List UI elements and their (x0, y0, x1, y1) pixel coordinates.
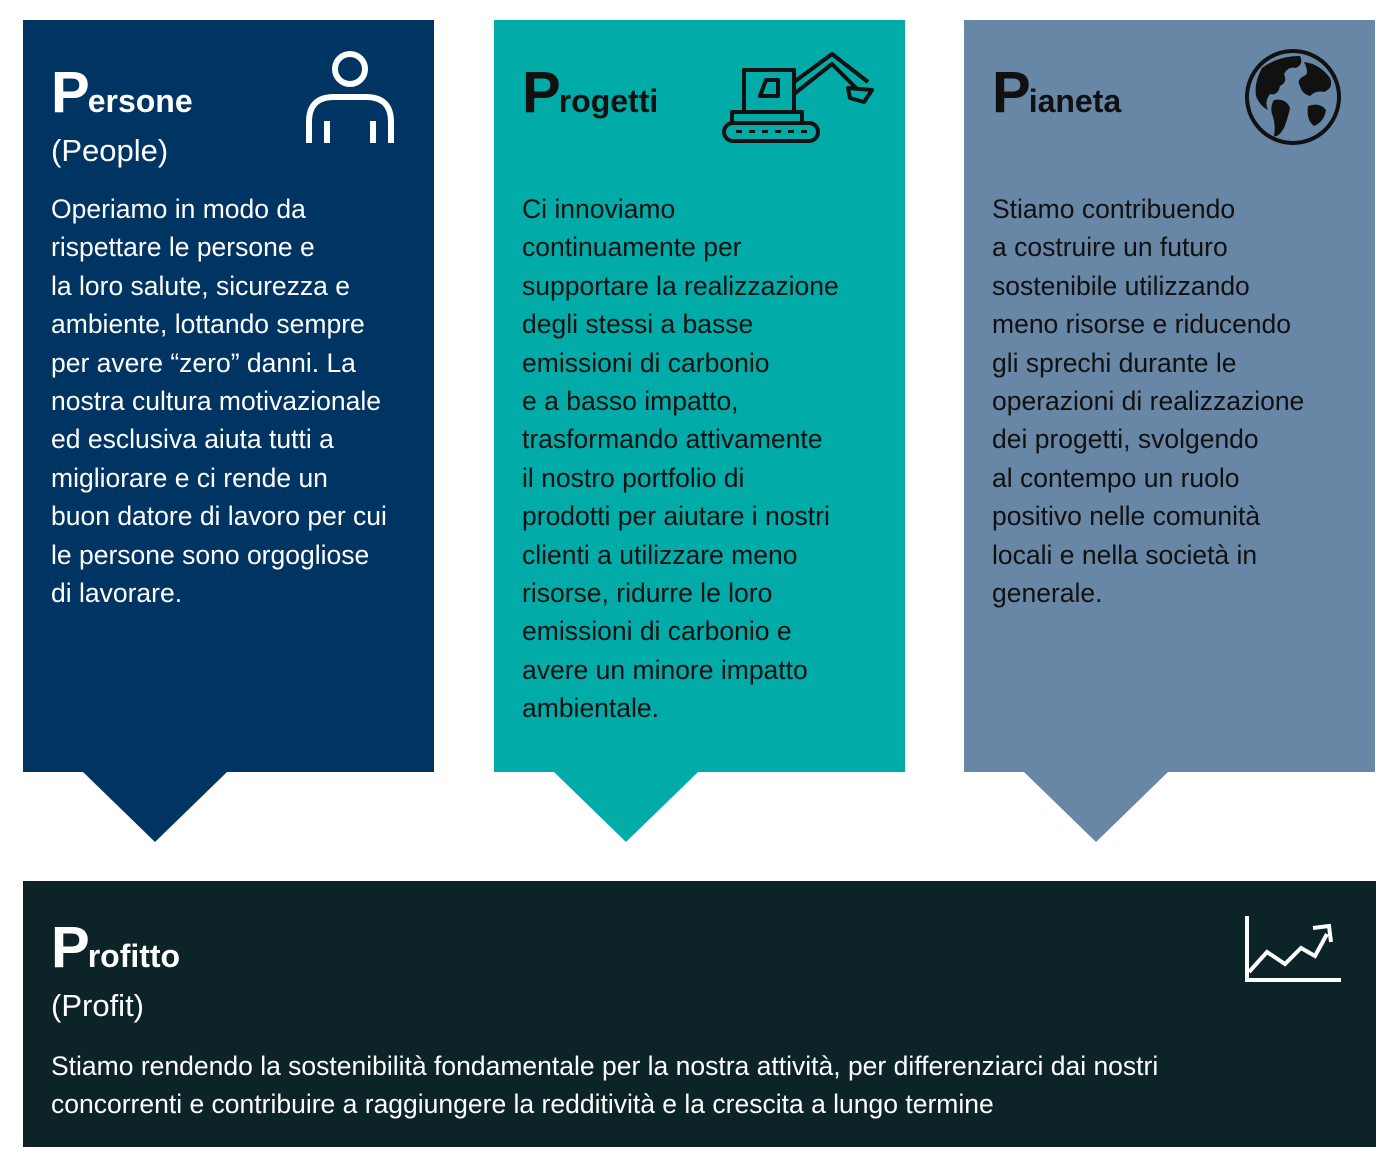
profit-title-rest: rofitto (87, 938, 181, 974)
people-body (51, 190, 431, 612)
people-body-line: migliorare e ci rende un (51, 462, 328, 493)
projects-body-line: ambientale. (522, 693, 660, 724)
people-title (51, 60, 193, 125)
projects-body-line: e a basso impatto, (522, 386, 739, 417)
profit-title-initial: P (51, 915, 88, 980)
projects-body-line: degli stessi a basse (522, 309, 754, 340)
planet-title-initial: P (992, 60, 1029, 125)
profit-body-line: concorrenti e contribuire a raggiungere la redditività e la crescita a lungo termine (51, 1089, 994, 1120)
planet-body-line: positivo nelle comunità (992, 501, 1261, 532)
excavator-icon (722, 50, 874, 145)
planet-title-rest: ianeta (1028, 83, 1122, 119)
projects-pointer-arrow (554, 772, 698, 842)
projects-body-line: prodotti per aiutare i nostri (522, 501, 830, 532)
people-body-line: di lavorare. (51, 578, 183, 609)
projects-body-line: clienti a utilizzare meno (522, 539, 798, 570)
planet-body-line: meno risorse e riducendo (992, 309, 1292, 340)
projects-body (522, 190, 902, 728)
profit-title (51, 915, 181, 980)
projects-body-line: continuamente per (522, 232, 742, 263)
people-body-line: ambiente, lottando sempre (51, 309, 365, 340)
people-body-line: per avere “zero” danni. La (51, 347, 356, 378)
projects-title-rest: rogetti (558, 83, 659, 119)
profit-subtitle: (Profit) (51, 988, 144, 1023)
people-title-initial: P (51, 60, 88, 125)
projects-title (522, 60, 659, 125)
planet-body-line: dei progetti, svolgendo (992, 424, 1259, 455)
planet-body (992, 190, 1372, 612)
planet-body-line: sostenibile utilizzando (992, 270, 1250, 301)
planet-body-line: operazioni di realizzazione (992, 386, 1305, 417)
planet-panel (964, 20, 1375, 772)
profit-body (51, 1047, 1351, 1124)
people-subtitle: (People) (51, 133, 169, 168)
projects-body-line: emissioni di carbonio e (522, 616, 792, 647)
projects-body-line: emissioni di carbonio (522, 347, 770, 378)
people-title-rest: ersone (87, 83, 193, 119)
people-body-line: nostra cultura motivazionale (51, 386, 381, 417)
projects-body-line: avere un minore impatto (522, 654, 808, 685)
people-body-line: rispettare le persone e (51, 232, 315, 263)
projects-panel (494, 20, 905, 772)
profit-body-line: Stiamo rendendo la sostenibilità fondamentale per la nostra attività, per differenziarci dai nostri (51, 1051, 1159, 1081)
projects-body-line: risorse, ridurre le loro (522, 578, 773, 609)
profit-panel (23, 881, 1376, 1147)
projects-body-line: il nostro portfolio di (522, 462, 745, 493)
projects-title-initial: P (522, 60, 559, 125)
people-body-line: Operiamo in modo da (51, 194, 306, 224)
planet-body-line: gli sprechi durante le (992, 347, 1237, 378)
people-body-line: la loro salute, sicurezza e (51, 270, 351, 301)
planet-pointer-arrow (1024, 772, 1168, 842)
globe-icon (1244, 48, 1342, 146)
projects-body-line: Ci innoviamo (522, 194, 676, 224)
people-panel (23, 20, 434, 772)
growth-chart-icon (1243, 914, 1345, 986)
planet-body-line: Stiamo contribuendo (992, 194, 1236, 224)
projects-body-line: supportare la realizzazione (522, 270, 839, 301)
people-body-line: buon datore di lavoro per cui (51, 501, 387, 532)
planet-body-line: a costruire un futuro (992, 232, 1228, 263)
people-body-line: ed esclusiva aiuta tutti a (51, 424, 334, 455)
planet-title (992, 60, 1122, 125)
planet-body-line: al contempo un ruolo (992, 462, 1240, 493)
people-pointer-arrow (83, 772, 227, 842)
planet-body-line: locali e nella società in (992, 539, 1258, 570)
people-body-line: le persone sono orgogliose (51, 539, 370, 570)
person-icon (303, 50, 398, 145)
planet-body-line: generale. (992, 578, 1103, 609)
projects-body-line: trasformando attivamente (522, 424, 823, 455)
